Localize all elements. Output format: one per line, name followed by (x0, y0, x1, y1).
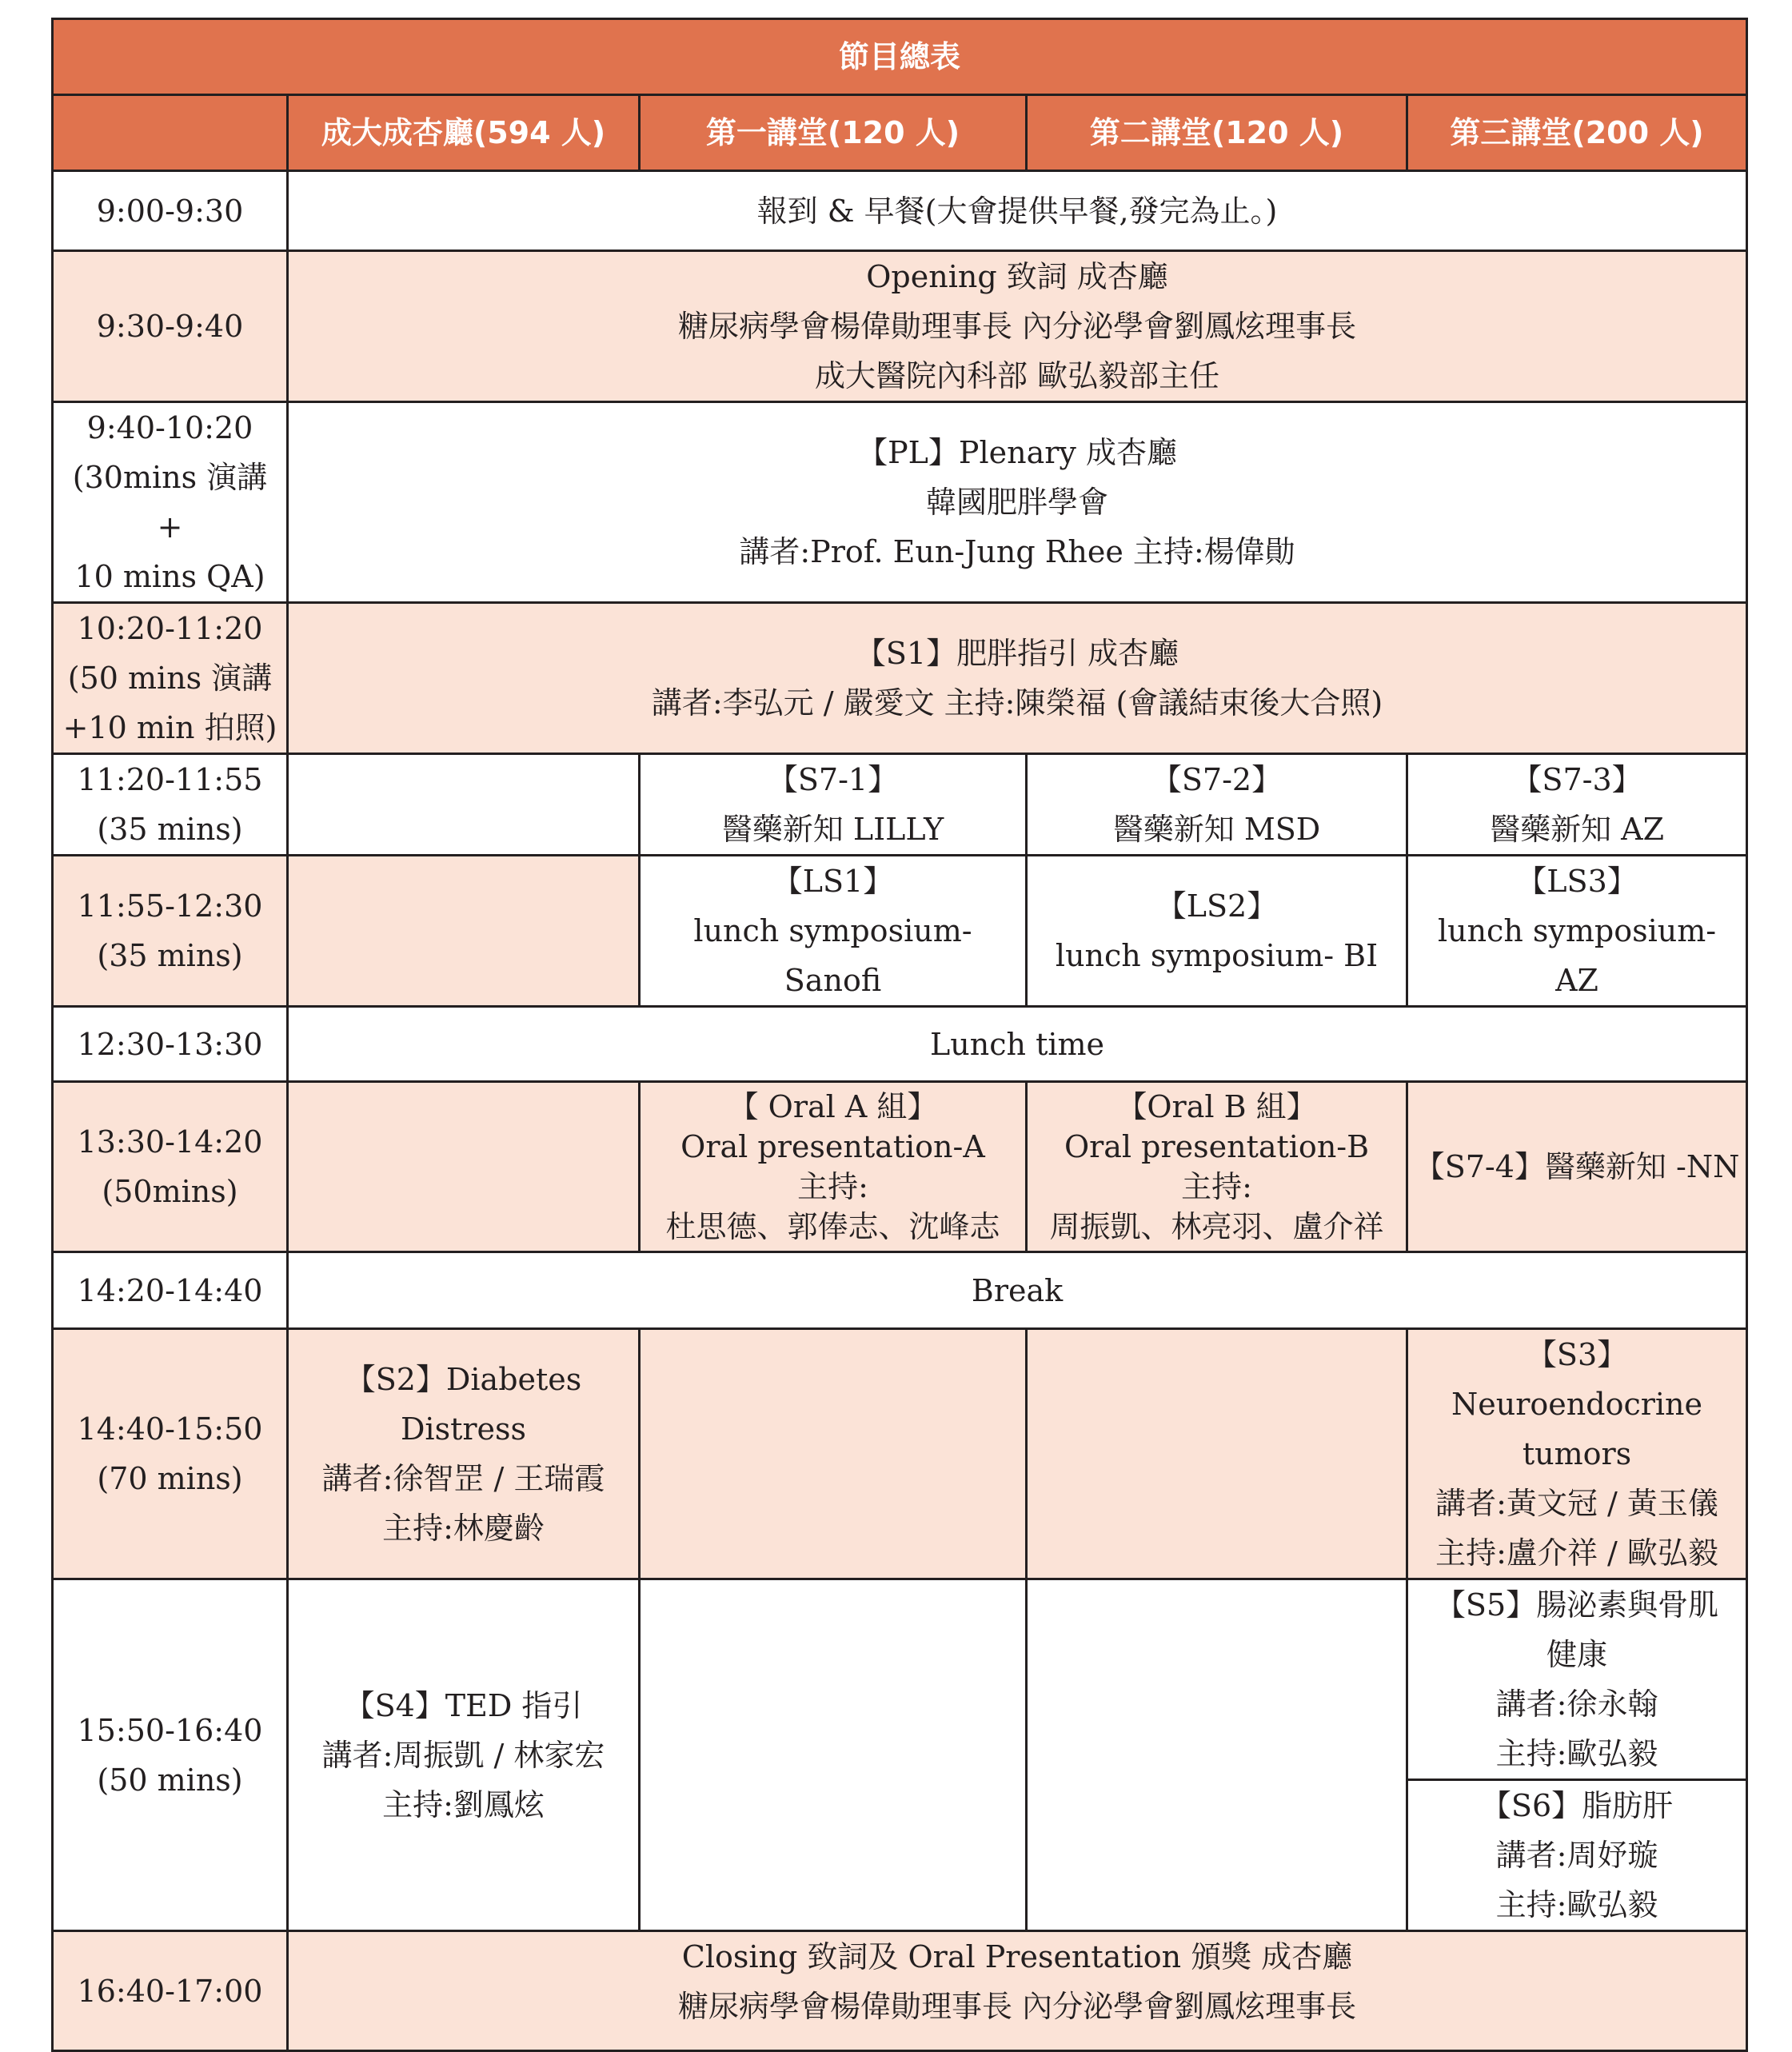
session-cell: 報到 & 早餐(大會提供早餐,發完為止。) (288, 171, 1747, 251)
table-title: 節目總表 (53, 19, 1747, 95)
empty-cell (1027, 1579, 1407, 1931)
table-row (53, 754, 1747, 856)
table-row (53, 603, 1747, 754)
time-cell: 14:40-15:50 (70 mins) (53, 1329, 288, 1579)
time-cell: 9:00-9:30 (53, 171, 288, 251)
time-cell: 14:20-14:40 (53, 1252, 288, 1329)
table-row (53, 1329, 1747, 1579)
session-cell: Opening 致詞 成杏廳 糖尿病學會楊偉勛理事長 內分泌學會劉鳳炫理事長 成大醫院內科部 歐弘毅部主任 (288, 251, 1747, 402)
session-cell: 【S7-1】 醫藥新知 LILLY (640, 754, 1027, 856)
session-cell: 【S7-3】 醫藥新知 AZ (1407, 754, 1747, 856)
session-cell: 【 Oral A 組】 Oral presentation-A 主持: 杜思德、郭俸志、沈峰志 (640, 1082, 1027, 1252)
empty-cell (1027, 1329, 1407, 1579)
empty-cell (640, 1329, 1027, 1579)
time-cell: 11:55-12:30 (35 mins) (53, 856, 288, 1007)
session-cell: 【S4】TED 指引 講者:周振凱 / 林家宏 主持:劉鳳炫 (288, 1579, 640, 1931)
table-row (53, 1007, 1747, 1082)
session-cell: 【S7-4】醫藥新知 -NN (1407, 1082, 1747, 1252)
table-row (53, 856, 1747, 1007)
session-cell: 【S3】Neuroendocrine tumors 講者:黃文冠 / 黃玉儀 主持:盧介祥 / 歐弘毅 (1407, 1329, 1747, 1579)
room-header-lecture-3: 第三講堂(200 人) (1407, 95, 1747, 171)
time-cell: 16:40-17:00 (53, 1931, 288, 2051)
time-cell: 9:40-10:20 (30mins 演講 + 10 mins QA) (53, 402, 288, 603)
session-cell: 【S2】Diabetes Distress 講者:徐智罡 / 王瑞霞 主持:林慶齡 (288, 1329, 640, 1579)
session-cell: 【S5】腸泌素與骨肌 健康 講者:徐永翰 主持:歐弘毅 【S6】脂肪肝 講者:周妤璇 主持:歐弘毅 (1407, 1579, 1747, 1931)
session-cell: 【PL】Plenary 成杏廳 韓國肥胖學會 講者:Prof. Eun-Jung Rhee 主持:楊偉勛 (288, 402, 1747, 603)
table-row (53, 251, 1747, 402)
time-cell: 12:30-13:30 (53, 1007, 288, 1082)
session-cell: 【LS1】 lunch symposium- Sanofi (640, 856, 1027, 1007)
time-cell: 11:20-11:55 (35 mins) (53, 754, 288, 856)
time-cell: 9:30-9:40 (53, 251, 288, 402)
session-cell: 【Oral B 組】 Oral presentation-B 主持: 周振凱、林亮羽、盧介祥 (1027, 1082, 1407, 1252)
session-cell: 【S1】肥胖指引 成杏廳 講者:李弘元 / 嚴愛文 主持:陳榮福 (會議結束後大合照) (288, 603, 1747, 754)
table-row (53, 1082, 1747, 1252)
time-cell: 15:50-16:40 (50 mins) (53, 1579, 288, 1931)
room-header-lecture-2: 第二講堂(120 人) (1027, 95, 1407, 171)
empty-cell (288, 1082, 640, 1252)
program-schedule-table (51, 18, 1748, 2052)
table-row (53, 1579, 1747, 1931)
time-cell: 10:20-11:20 (50 mins 演講 +10 min 拍照) (53, 603, 288, 754)
table-row (53, 402, 1747, 603)
table-row (53, 1252, 1747, 1329)
time-header (53, 95, 288, 171)
empty-cell (288, 754, 640, 856)
session-cell: 【LS2】 lunch symposium- BI (1027, 856, 1407, 1007)
table-row (53, 171, 1747, 251)
room-header-main-hall: 成大成杏廳(594 人) (288, 95, 640, 171)
session-cell: 【S7-2】 醫藥新知 MSD (1027, 754, 1407, 856)
session-cell: Lunch time (288, 1007, 1747, 1082)
empty-cell (288, 856, 640, 1007)
room-header-lecture-1: 第一講堂(120 人) (640, 95, 1027, 171)
time-cell: 13:30-14:20 (50mins) (53, 1082, 288, 1252)
session-cell: 【LS3】 lunch symposium- AZ (1407, 856, 1747, 1007)
session-cell: Break (288, 1252, 1747, 1329)
table-row (53, 1931, 1747, 2051)
empty-cell (640, 1579, 1027, 1931)
session-cell: Closing 致詞及 Oral Presentation 頒獎 成杏廳 糖尿病學會楊偉勛理事長 內分泌學會劉鳳炫理事長 (288, 1931, 1747, 2051)
